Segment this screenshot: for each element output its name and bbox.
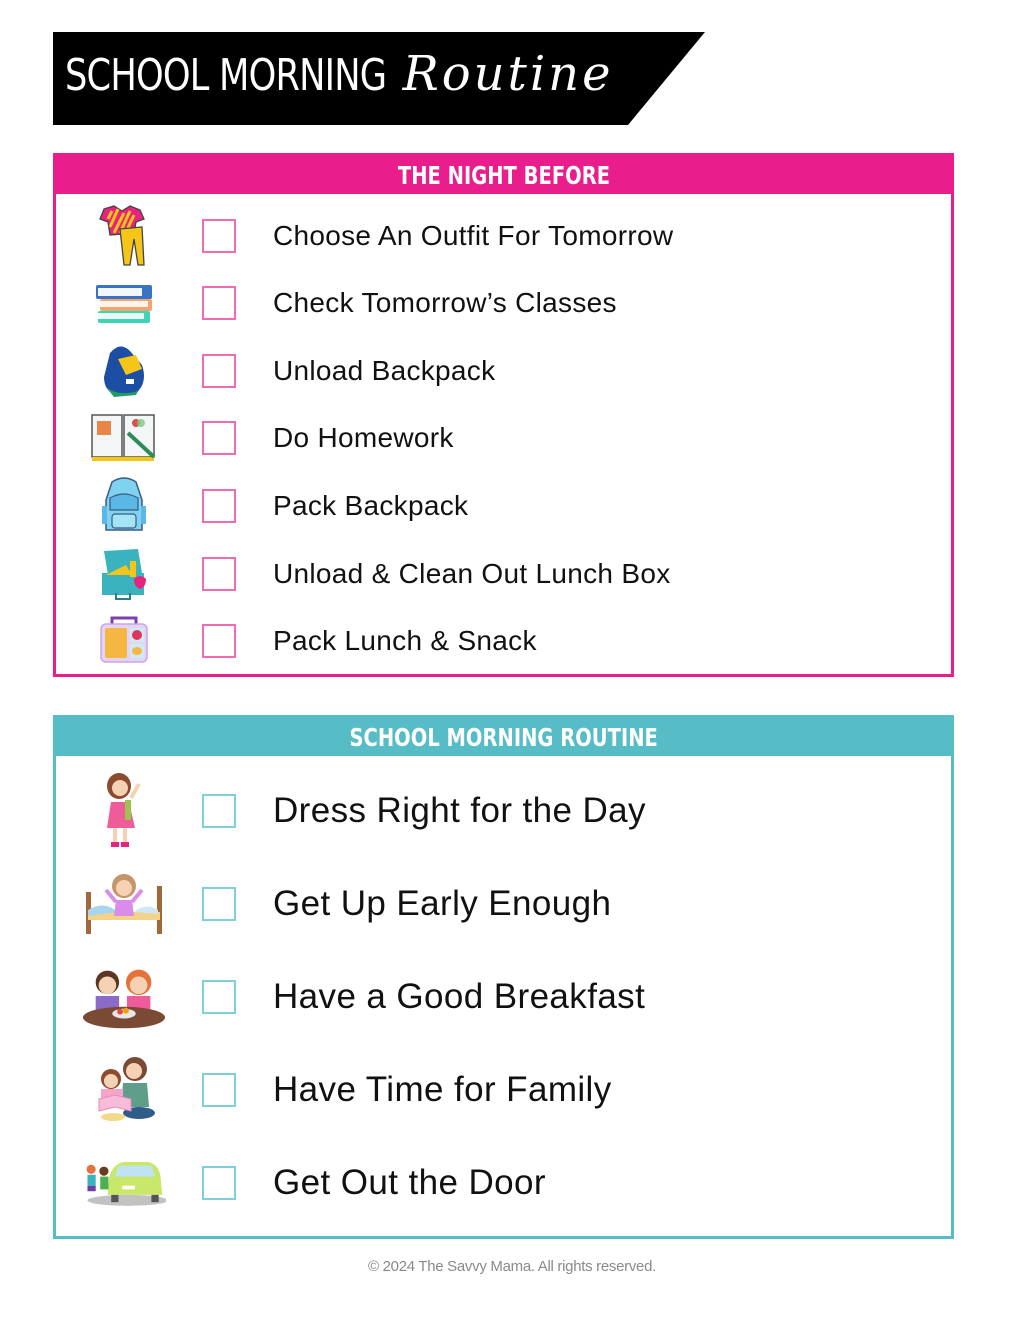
section-heading: THE NIGHT BEFORE	[56, 156, 951, 194]
checkbox[interactable]	[202, 1073, 236, 1107]
checklist-item	[56, 1067, 951, 1113]
checklist-item	[56, 281, 951, 325]
night-before-section	[53, 153, 954, 677]
outfit-icon	[82, 205, 166, 267]
title-banner	[53, 32, 705, 125]
item-label: Pack Lunch & Snack	[273, 625, 537, 656]
item-label: Pack Backpack	[273, 490, 469, 521]
kids-breakfast-icon	[82, 964, 166, 1030]
checklist-item	[56, 1160, 951, 1206]
open-lunchbox-icon	[82, 547, 166, 601]
lunchbox-icon	[82, 616, 166, 666]
kids-car-icon	[82, 1156, 166, 1210]
section-heading: SCHOOL MORNING ROUTINE	[56, 718, 951, 756]
checklist-item	[56, 349, 951, 393]
checklist-item	[56, 552, 951, 596]
item-label: Get Out the Door	[273, 1163, 546, 1202]
checkbox[interactable]	[202, 557, 236, 591]
item-label: Check Tomorrow’s Classes	[273, 287, 617, 318]
title-script: Routine	[402, 46, 614, 102]
checkbox[interactable]	[202, 887, 236, 921]
checkbox[interactable]	[202, 1166, 236, 1200]
item-label: Unload & Clean Out Lunch Box	[273, 558, 671, 589]
checkbox[interactable]	[202, 794, 236, 828]
checklist-item	[56, 974, 951, 1020]
open-backpack-icon	[82, 343, 166, 399]
girl-dressing-icon	[82, 772, 166, 850]
item-label: Have Time for Family	[273, 1070, 612, 1109]
checkbox[interactable]	[202, 219, 236, 253]
checklist-item	[56, 214, 951, 258]
mother-daughter-reading-icon	[82, 1055, 166, 1125]
item-label: Choose An Outfit For Tomorrow	[273, 220, 674, 251]
item-label: Dress Right for the Day	[273, 791, 646, 830]
backpack-icon	[82, 476, 166, 536]
checklist-item	[56, 484, 951, 528]
item-label: Have a Good Breakfast	[273, 977, 646, 1016]
checkbox[interactable]	[202, 624, 236, 658]
checklist-item	[56, 416, 951, 460]
copyright-footer: © 2024 The Savvy Mama. All rights reserved.	[367, 1258, 656, 1275]
books-icon	[82, 279, 166, 327]
checklist-item	[56, 788, 951, 834]
school-morning-section	[53, 715, 954, 1239]
checkbox[interactable]	[202, 489, 236, 523]
checkbox[interactable]	[202, 421, 236, 455]
girl-waking-up-icon	[82, 872, 166, 936]
homework-notebook-icon	[82, 413, 166, 463]
item-label: Unload Backpack	[273, 355, 496, 386]
title-main: SCHOOL MORNING	[65, 50, 387, 101]
checkbox[interactable]	[202, 286, 236, 320]
item-label: Do Homework	[273, 422, 454, 453]
checkbox[interactable]	[202, 980, 236, 1014]
checklist-item	[56, 619, 951, 663]
item-label: Get Up Early Enough	[273, 884, 612, 923]
page-title	[65, 46, 614, 116]
checklist-item	[56, 881, 951, 927]
checkbox[interactable]	[202, 354, 236, 388]
